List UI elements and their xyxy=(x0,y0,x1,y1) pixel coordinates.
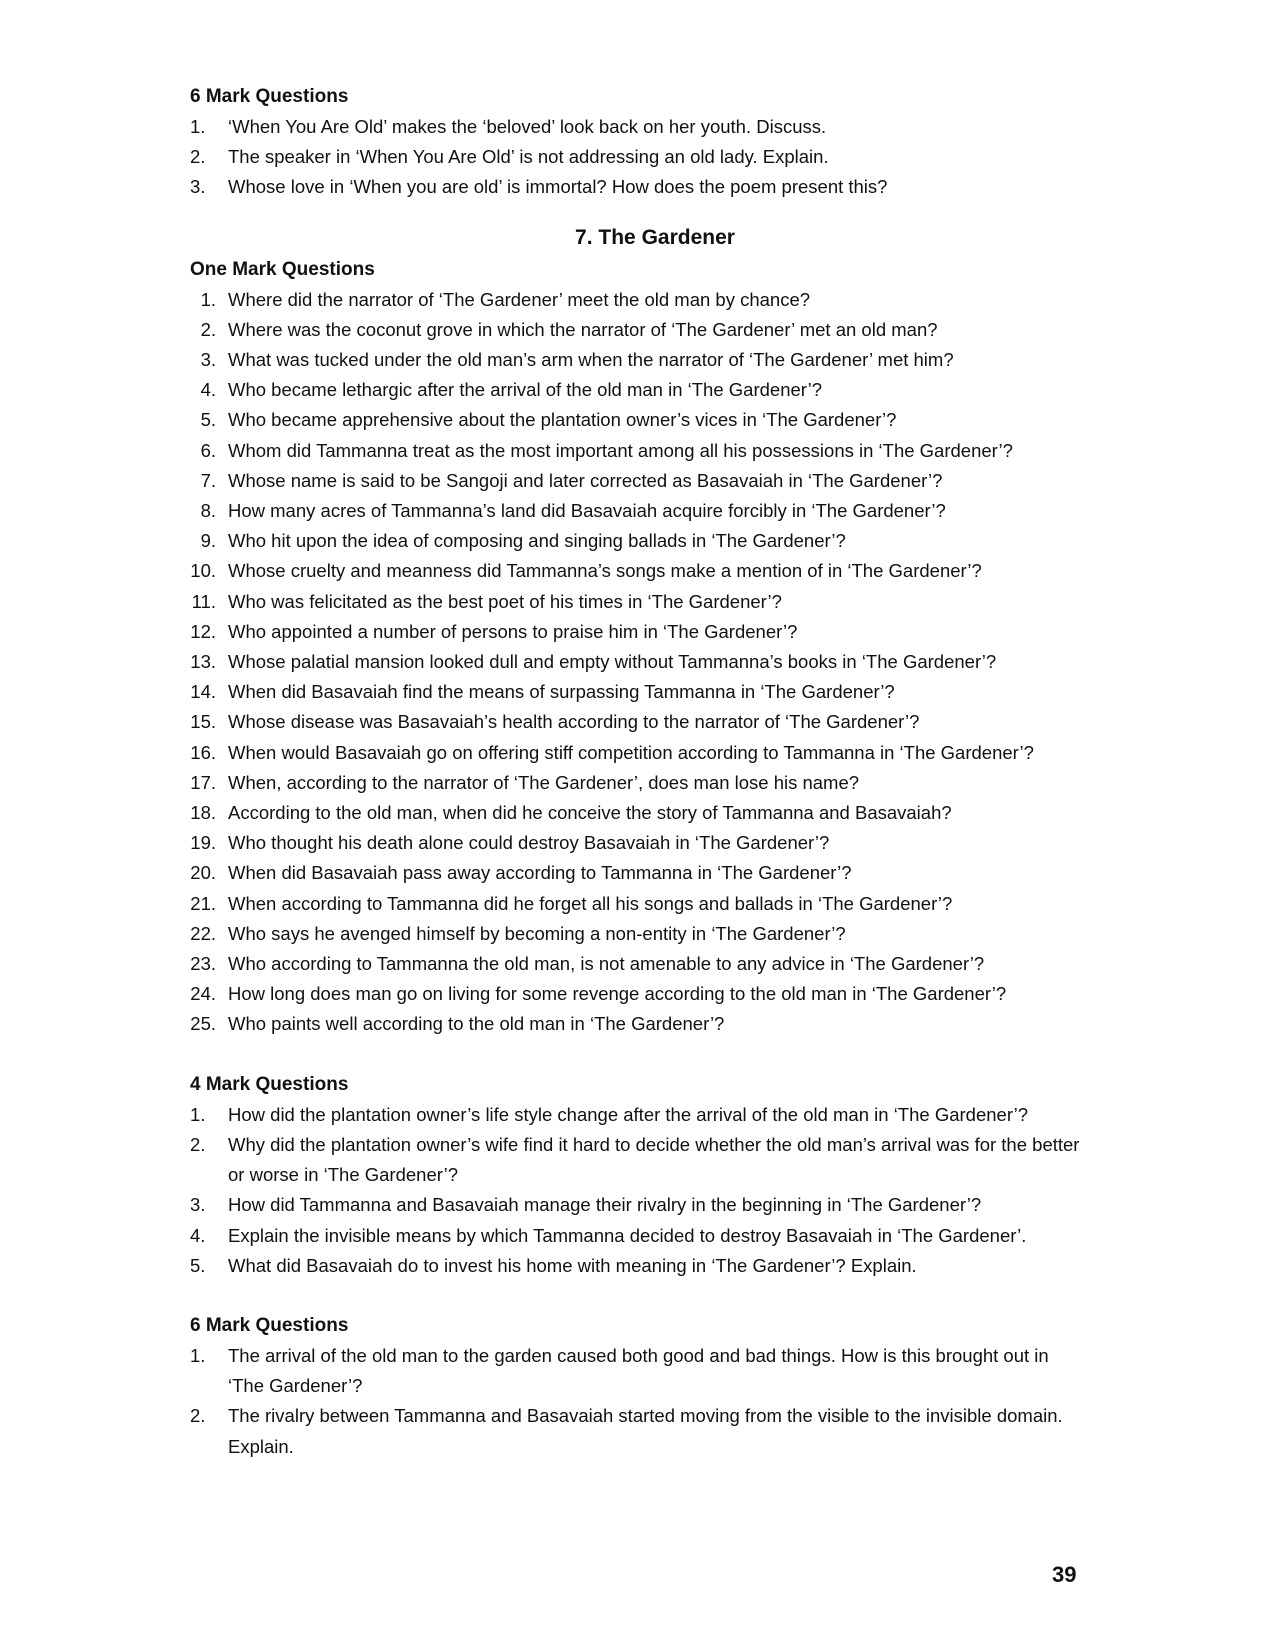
question-text: What was tucked under the old man’s arm when the narrator of ‘The Gardener’ met him? xyxy=(228,349,954,371)
question-item xyxy=(190,647,1080,677)
question-item xyxy=(190,142,1080,172)
question-text: Who appointed a number of persons to praise him in ‘The Gardener’? xyxy=(228,620,798,642)
question-text: When would Basavaiah go on offering stiff competition according to Tammanna in ‘The Gardener’? xyxy=(228,741,1034,763)
question-item xyxy=(190,738,1080,768)
question-text: According to the old man, when did he conceive the story of Tammanna and Basavaiah? xyxy=(228,802,952,824)
question-item xyxy=(190,556,1080,586)
question-text: Who hit upon the idea of composing and singing ballads in ‘The Gardener’? xyxy=(228,530,846,552)
question-item xyxy=(190,1190,1080,1220)
question-number: 10. xyxy=(190,560,216,582)
question-number: 15. xyxy=(190,711,216,733)
question-item xyxy=(190,436,1080,466)
question-list-one-mark xyxy=(190,285,1080,1040)
question-text: How did the plantation owner’s life style change after the arrival of the old man in ‘The Gardener’? xyxy=(228,1103,1029,1125)
question-text: Why did the plantation owner’s wife find it hard to decide whether the old man’s arrival was for the better or worse in ‘The Gardener’? xyxy=(228,1133,1080,1186)
question-item xyxy=(190,315,1080,345)
question-item xyxy=(190,1100,1080,1130)
question-text: Where did the narrator of ‘The Gardener’ meet the old man by chance? xyxy=(228,288,811,310)
section-heading-4-mark: 4 Mark Questions xyxy=(190,1073,349,1095)
question-text: How did Tammanna and Basavaiah manage their rivalry in the beginning in ‘The Gardener’? xyxy=(228,1194,982,1216)
question-number: 11. xyxy=(191,590,216,612)
question-text: When, according to the narrator of ‘The Gardener’, does man lose his name? xyxy=(228,771,860,793)
question-number: 4. xyxy=(200,379,216,401)
question-item xyxy=(190,1401,1080,1461)
question-number: 2. xyxy=(200,318,216,340)
question-number: 6. xyxy=(200,439,216,461)
question-text: How long does man go on living for some revenge according to the old man in ‘The Gardener’? xyxy=(228,983,1007,1005)
question-item xyxy=(190,979,1080,1009)
question-text: When did Basavaiah pass away according to Tammanna in ‘The Gardener’? xyxy=(228,862,852,884)
question-item xyxy=(190,677,1080,707)
page-number: 39 xyxy=(1052,1562,1077,1587)
question-item xyxy=(190,1341,1080,1401)
question-item xyxy=(190,889,1080,919)
question-number: 3. xyxy=(190,1194,206,1216)
question-item xyxy=(190,375,1080,405)
question-item xyxy=(190,587,1080,617)
page-content xyxy=(190,82,1080,1462)
question-text: Whose name is said to be Sangoji and later corrected as Basavaiah in ‘The Gardener’? xyxy=(228,469,943,491)
question-number: 20. xyxy=(190,862,216,884)
question-number: 5. xyxy=(200,409,216,431)
question-item xyxy=(190,949,1080,979)
question-number: 23. xyxy=(190,953,216,975)
question-item xyxy=(190,768,1080,798)
question-text: Whose cruelty and meanness did Tammanna’s songs make a mention of in ‘The Gardener’? xyxy=(228,560,982,582)
question-item xyxy=(190,345,1080,375)
question-text: What did Basavaiah do to invest his home with meaning in ‘The Gardener’? Explain. xyxy=(228,1254,917,1276)
question-number: 18. xyxy=(190,802,216,824)
question-list-prev-6-mark xyxy=(190,112,1080,203)
question-number: 2. xyxy=(190,146,206,168)
question-text: The arrival of the old man to the garden caused both good and bad things. How is this brought out in ‘The Gardener’? xyxy=(228,1344,1049,1397)
question-number: 21. xyxy=(190,892,216,914)
question-number: 5. xyxy=(190,1254,206,1276)
question-item xyxy=(190,405,1080,435)
question-number: 24. xyxy=(190,983,216,1005)
question-item xyxy=(190,496,1080,526)
question-item xyxy=(190,617,1080,647)
question-text: ‘When You Are Old’ makes the ‘beloved’ look back on her youth. Discuss. xyxy=(228,116,827,137)
question-text: Who was felicitated as the best poet of his times in ‘The Gardener’? xyxy=(228,590,782,612)
question-number: 9. xyxy=(200,530,216,552)
question-item xyxy=(190,798,1080,828)
question-number: 16. xyxy=(190,741,216,763)
question-text: Where was the coconut grove in which the narrator of ‘The Gardener’ met an old man? xyxy=(228,318,938,340)
question-text: Who became lethargic after the arrival of the old man in ‘The Gardener’? xyxy=(228,379,823,401)
question-list-6-mark xyxy=(190,1341,1080,1462)
question-number: 3. xyxy=(190,176,206,198)
question-list-4-mark xyxy=(190,1100,1080,1281)
section-spacer xyxy=(190,1281,1080,1311)
section-spacer xyxy=(190,1040,1080,1070)
section-heading-prev-6-mark: 6 Mark Questions xyxy=(190,86,349,107)
question-number: 7. xyxy=(200,469,216,491)
question-number: 19. xyxy=(190,832,216,854)
question-text: When did Basavaiah find the means of surpassing Tammanna in ‘The Gardener’? xyxy=(228,681,895,703)
question-item xyxy=(190,858,1080,888)
question-text: How many acres of Tammanna’s land did Basavaiah acquire forcibly in ‘The Gardener’? xyxy=(228,500,946,522)
question-number: 17. xyxy=(190,771,216,793)
question-item xyxy=(190,1251,1080,1281)
question-item xyxy=(190,172,1080,202)
question-text: The rivalry between Tammanna and Basavaiah started moving from the visible to the invisible domain. Explain. xyxy=(228,1405,1063,1457)
question-text: When according to Tammanna did he forget all his songs and ballads in ‘The Gardener’? xyxy=(228,892,953,914)
question-text: Whose disease was Basavaiah’s health according to the narrator of ‘The Gardener’? xyxy=(228,711,920,733)
section-heading-6-mark: 6 Mark Questions xyxy=(190,1314,349,1336)
question-text: Whom did Tammanna treat as the most important among all his possessions in ‘The Gardener’? xyxy=(228,439,1013,461)
section-heading-one-mark: One Mark Questions xyxy=(190,258,375,280)
question-item xyxy=(190,828,1080,858)
question-text: Who says he avenged himself by becoming a non-entity in ‘The Gardener’? xyxy=(228,922,846,944)
question-text: Explain the invisible means by which Tammanna decided to destroy Basavaiah in ‘The Gardener’. xyxy=(228,1224,1027,1246)
question-item xyxy=(190,526,1080,556)
question-number: 22. xyxy=(190,922,216,944)
question-item xyxy=(190,1221,1080,1251)
question-text: Who became apprehensive about the plantation owner’s vices in ‘The Gardener’? xyxy=(228,409,897,431)
question-text: Who thought his death alone could destroy Basavaiah in ‘The Gardener’? xyxy=(228,832,830,854)
question-item xyxy=(190,707,1080,737)
question-number: 1. xyxy=(200,288,216,310)
question-number: 12. xyxy=(190,620,216,642)
question-item xyxy=(190,285,1080,315)
question-number: 4. xyxy=(190,1224,206,1246)
question-item xyxy=(190,1009,1080,1039)
question-text: Whose palatial mansion looked dull and empty without Tammanna’s books in ‘The Gardener’? xyxy=(228,651,997,673)
question-item xyxy=(190,1130,1080,1190)
question-item xyxy=(190,112,1080,142)
question-item xyxy=(190,466,1080,496)
question-number: 1. xyxy=(190,1103,206,1125)
question-number: 1. xyxy=(190,116,206,137)
question-text: Who according to Tammanna the old man, is not amenable to any advice in ‘The Gardener’? xyxy=(228,953,985,975)
question-number: 2. xyxy=(190,1405,206,1427)
question-number: 1. xyxy=(190,1344,206,1366)
question-number: 3. xyxy=(200,349,216,371)
question-item xyxy=(190,919,1080,949)
question-number: 8. xyxy=(200,500,216,522)
question-text: The speaker in ‘When You Are Old’ is not addressing an old lady. Explain. xyxy=(228,146,829,168)
question-number: 25. xyxy=(190,1013,216,1035)
question-text: Who paints well according to the old man in ‘The Gardener’? xyxy=(228,1013,725,1035)
chapter-title: 7. The Gardener xyxy=(575,225,735,249)
question-number: 13. xyxy=(190,651,216,673)
question-number: 14. xyxy=(190,681,216,703)
question-text: Whose love in ‘When you are old’ is immortal? How does the poem present this? xyxy=(228,176,888,198)
question-number: 2. xyxy=(190,1133,206,1155)
